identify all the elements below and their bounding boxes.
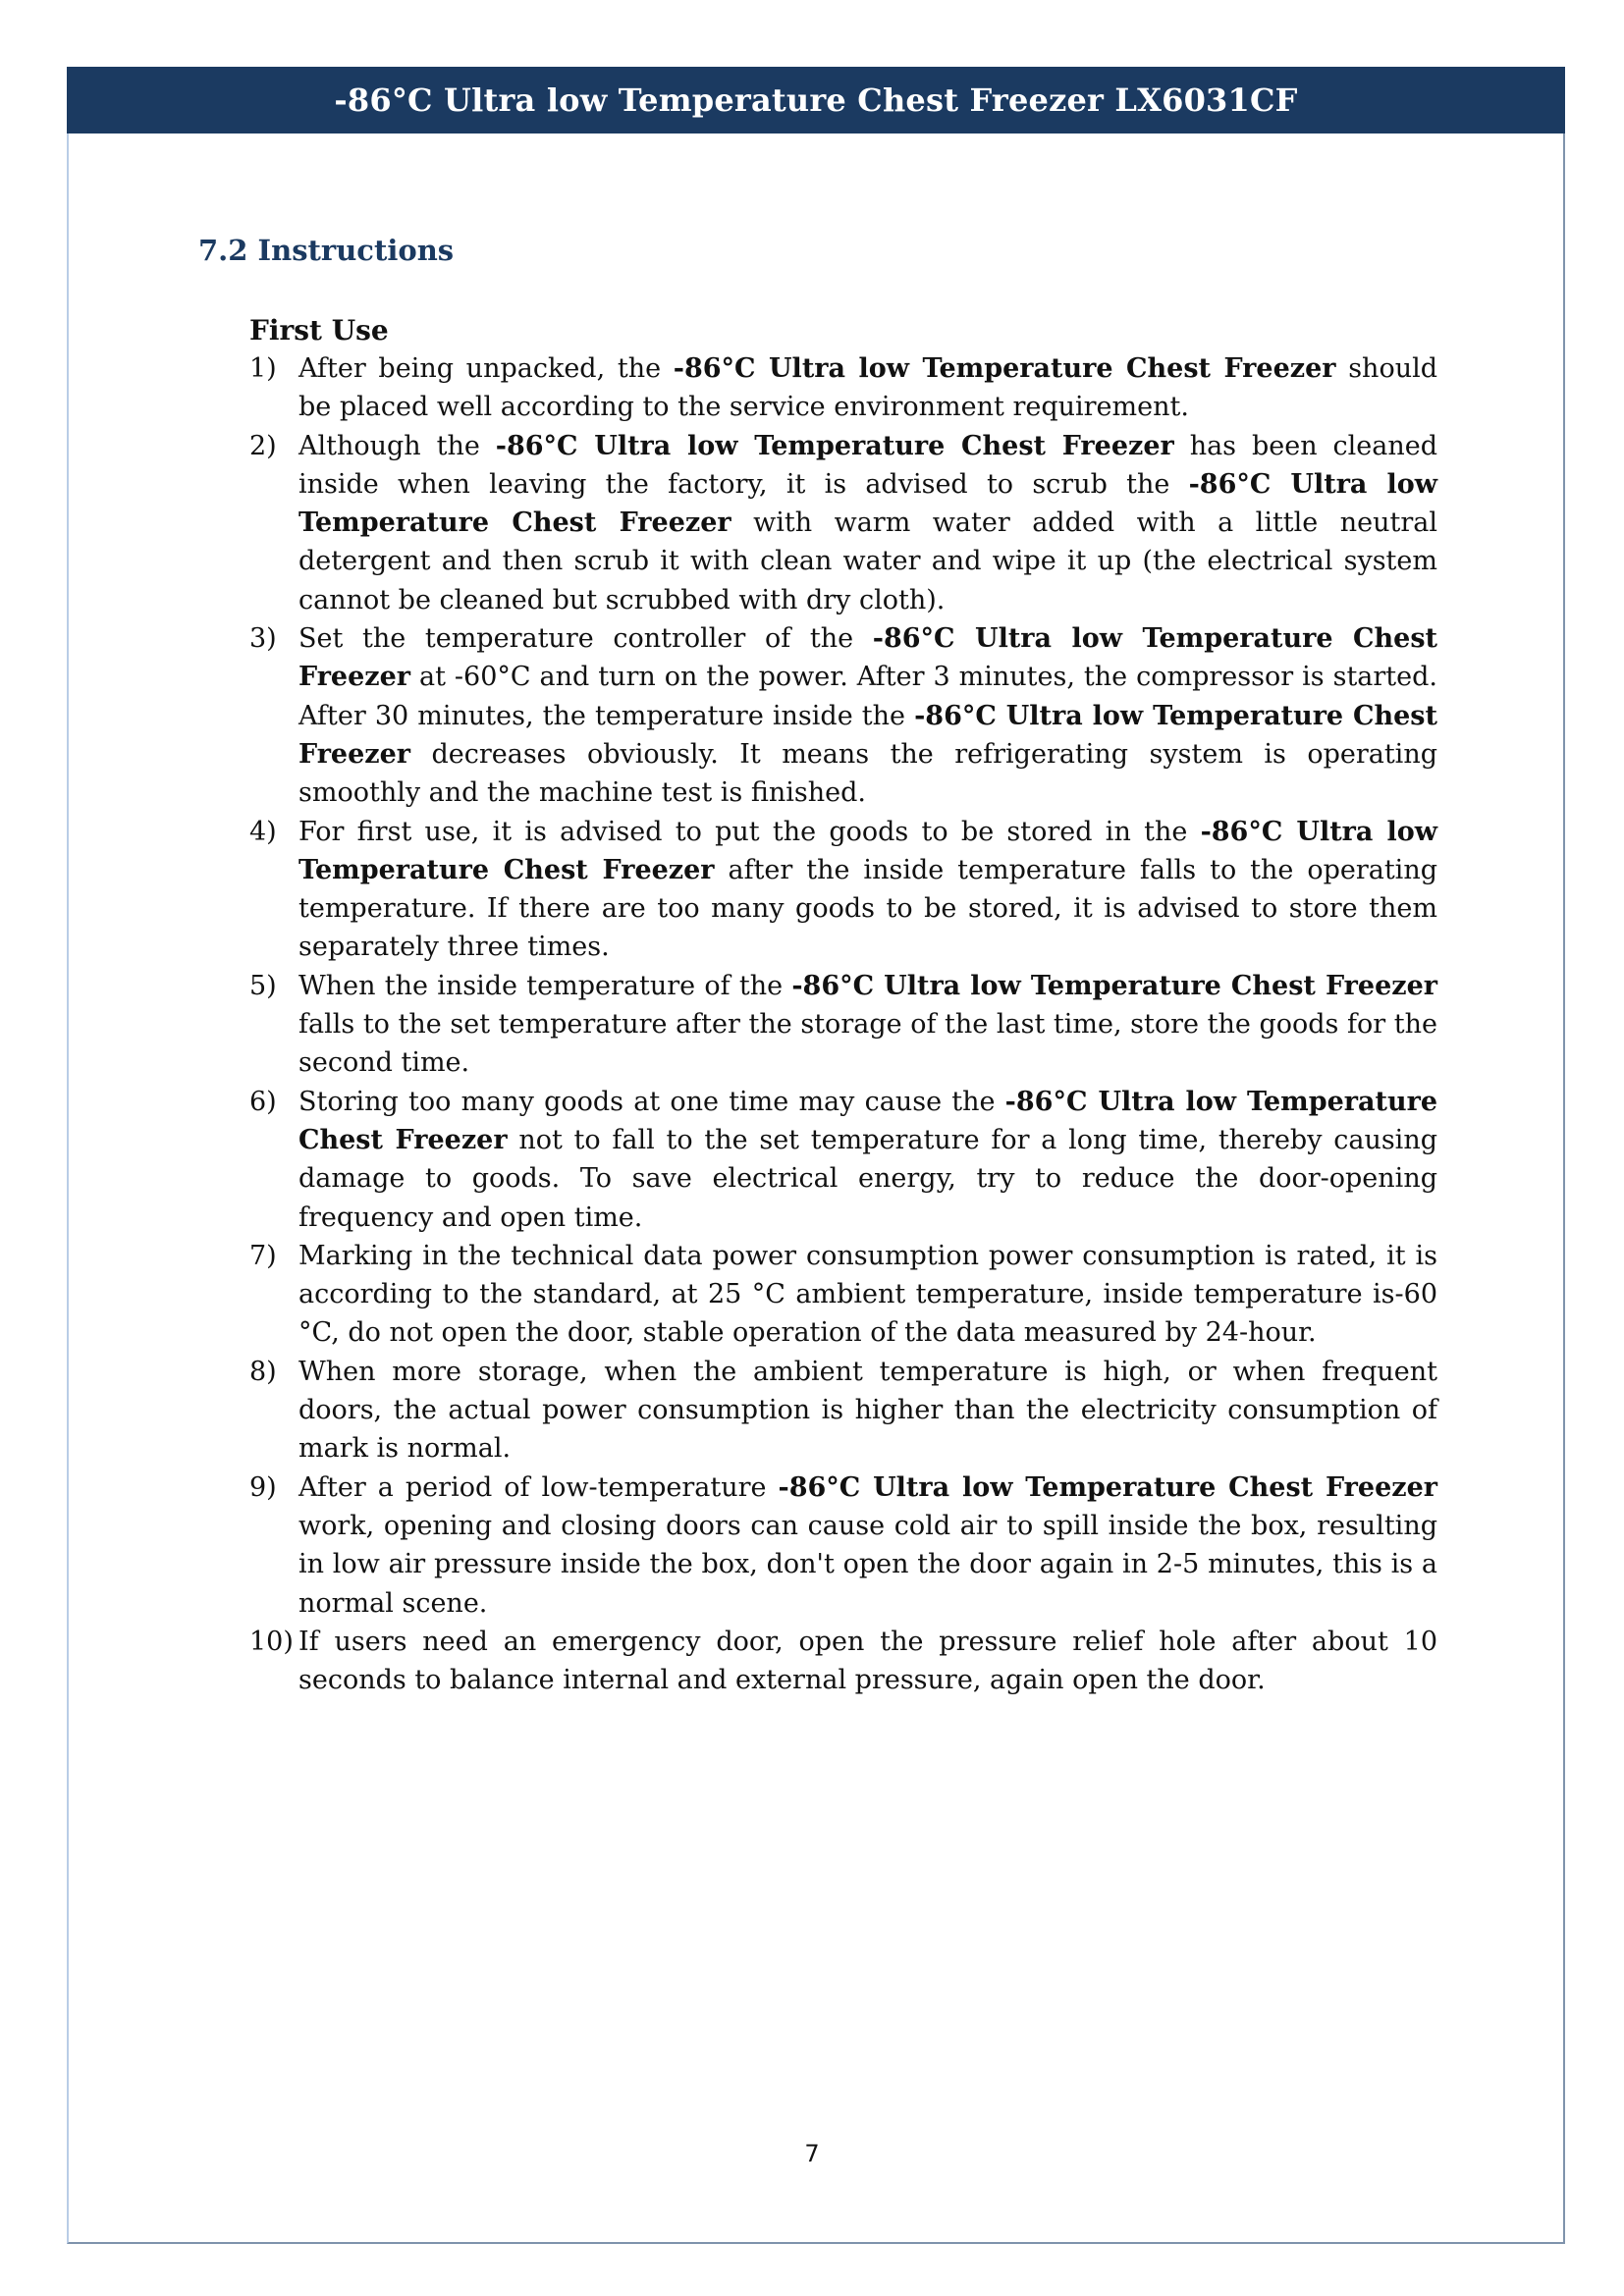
item-number: 2)	[249, 430, 277, 461]
item-number: 8)	[249, 1356, 277, 1387]
item-number: 1)	[249, 353, 277, 384]
list-item: 6) Storing too many goods at one time may cause the -86°C Ultra low Temperature Chest Freezer not to fall to the set temperature for a long time, thereby causing damage to goods. To save electrical energy, try to reduce the door-opening frequency and open time.	[249, 1083, 1437, 1237]
item-number: 7)	[249, 1240, 277, 1271]
section-title: 7.2 Instructions	[198, 234, 455, 267]
document-title: -86°C Ultra low Temperature Chest Freezer LX6031CF	[334, 81, 1298, 119]
list-item: 9) After a period of low-temperature -86°C Ultra low Temperature Chest Freezer work, opening and closing doors can cause cold air to spill inside the box, resulting in low air pressure inside the box, don't open the door again in 2-5 minutes, this is a normal scene.	[249, 1468, 1437, 1623]
item-number: 4)	[249, 816, 277, 847]
item-number: 3)	[249, 623, 277, 655]
list-item: 8) When more storage, when the ambient temperature is high, or when frequent doors, the actual power consumption is higher than the electricity consumption of mark is normal.	[249, 1353, 1437, 1468]
item-number: 10)	[249, 1626, 294, 1657]
page-number: 7	[804, 2140, 820, 2167]
list-item: 2) Although the -86°C Ultra low Temperature Chest Freezer has been cleaned inside when leaving the factory, it is advised to scrub the -86°C Ultra low Temperature Chest Freezer with warm water added with a little neutral detergent and then scrub it with clean water and wipe it up (the electrical system cannot be cleaned but scrubbed with dry cloth).	[249, 427, 1437, 619]
list-item: 1) After being unpacked, the -86°C Ultra low Temperature Chest Freezer should be placed well according to the service environment requirement.	[249, 349, 1437, 427]
header-bar	[67, 67, 1565, 133]
list-item: 3) Set the temperature controller of the -86°C Ultra low Temperature Chest Freezer at -60°C and turn on the power. After 3 minutes, the compressor is started. After 30 minutes, the temperature inside the -86°C Ultra low Temperature Chest Freezer decreases obviously. It means the refrigerating system is operating smoothly and the machine test is finished.	[249, 619, 1437, 812]
list-item: 5) When the inside temperature of the -86°C Ultra low Temperature Chest Freezer falls to the set temperature after the storage of the last time, store the goods for the second time.	[249, 967, 1437, 1083]
list-item: 7) Marking in the technical data power consumption power consumption is rated, it is according to the standard, at 25 °C ambient temperature, inside temperature is-60 °C, do not open the door, stable operation of the data measured by 24-hour.	[249, 1237, 1437, 1353]
instructions-list	[249, 349, 1437, 1699]
list-item: 10) If users need an emergency door, open the pressure relief hole after about 10 seconds to balance internal and external pressure, again open the door.	[249, 1623, 1437, 1700]
list-item: 4) For first use, it is advised to put the goods to be stored in the -86°C Ultra low Temperature Chest Freezer after the inside temperature falls to the operating temperature. If there are too many goods to be stored, it is advised to store them separately three times.	[249, 813, 1437, 967]
item-number: 5)	[249, 970, 277, 1001]
item-number: 9)	[249, 1471, 277, 1503]
item-number: 6)	[249, 1086, 277, 1117]
subheading-first-use: First Use	[249, 314, 389, 347]
